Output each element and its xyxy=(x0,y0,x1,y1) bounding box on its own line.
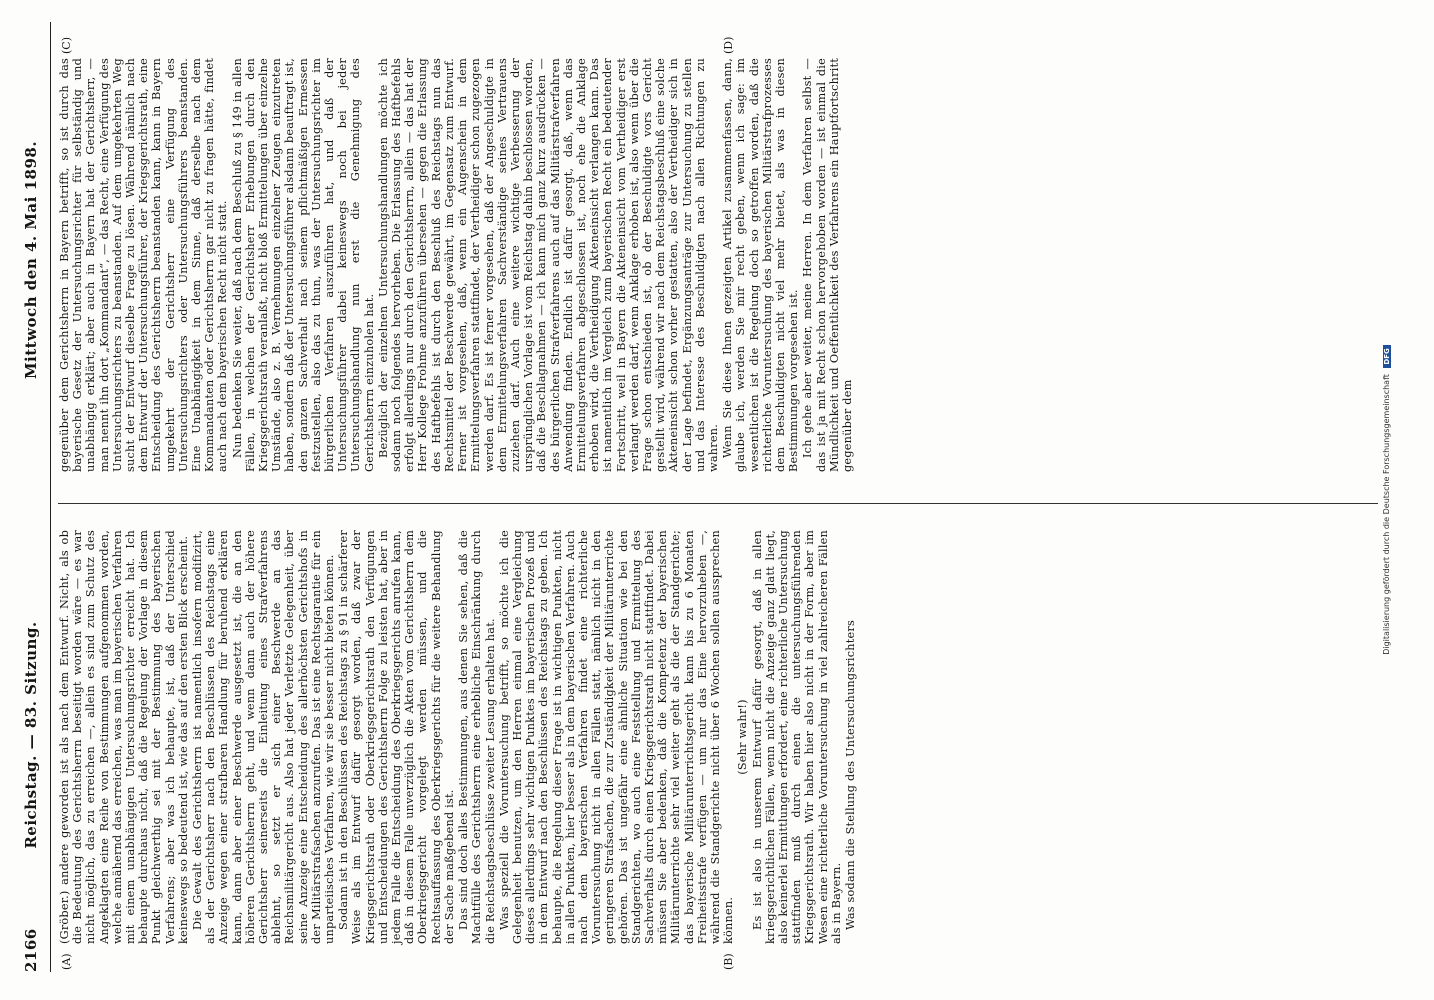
margin-marker-a: (A) xyxy=(60,953,73,970)
header-rule xyxy=(50,22,51,972)
paragraph: Bezüglich der einzelnen Untersuchungshandlungen möchte ich sodann noch folgendes hervorheben. Die Erlassung des Haftbefehls erfolgt allerdings nur durch den Gerichtsherrn, allein — das hat der Herr Kollege Frohme anzuführen übersehen — gegen die Erlassung des Haftbefehls ist durch den Beschluß des Reichstags nun das Rechtsmittel der Beschwerde gewährt, im Gegensatz zum Entwurf. Ferner ist vorgesehen, daß, wenn ein Augenschein in dem Ermittelungsverfahren stattfindet, der Vertheidiger schon zugezogen werden darf. Es ist ferner vorgesehen, daß der Angeschuldigte in dem Ermittelungsverfahren Sachverständige seines Vertrauens zuziehen darf. Auch eine weitere wichtige Verbesserung der ursprünglichen Vorlage ist vom Reichstag dahin beschlossen worden, daß die Beschlagnahmen — ich kann mich ganz kurz ausdrücken — des bürgerlichen Strafverfahrens auch auf das Militärstrafverfahren Anwendung finden. Endlich ist dafür gesorgt, daß, wenn das Ermittelungsverfahren abgeschlossen ist, noch ehe die Anklage erhoben wird, die Vertheidigung Akteneinsicht verlangen kann. Das ist namentlich im Vergleich zum bayerischen Recht ein bedeutender Fortschritt, weil in Bayern die Akteneinsicht vom Vertheidiger erst verlangt werden darf, wenn Anklage erhoben ist, also wenn über die Frage schon entschieden ist, ob der Beschuldigte vors Gericht gestellt wird, während wir nach dem Reichstagsbeschluß eine solche Akteneinsicht schon vorher gestatten, also der Vertheidiger sich in der Lage befindet, Ergänzungsanträge zur Untersuchung zu stellen und das Interesse des Beschuldigten nach allen Richtungen zu wahren. xyxy=(376,58,720,472)
paragraph: Das sind doch alles Bestimmungen, aus denen Sie sehen, daß die Machtfülle des Gerichtsherrn eine erhebliche Einschränkung durch die Reichstagsbeschlüsse zweiter Lesung erhalten hat. xyxy=(457,530,497,944)
paragraph: gegenüber dem Gerichtsherrn in Bayern betrifft, so ist durch das bayerische Gesetz der Untersuchungsrichter für selbständig und unabhängig erklärt; aber auch in Bayern hat der Gerichtsherr, — man nennt ihn dort „Kommandant“, — das Recht, eine Verfügung des Untersuchungsrichters zu beanstanden. Auf dem umgekehrten Weg sucht der Entwurf dieselbe Frage zu lösen. Während nämlich nach dem Entwurf der Untersuchungsführer, der Kriegsgerichtsrath, eine Entscheidung des Gerichtsherrn beanstanden kann, kann in Bayern umgekehrt der Gerichtsherr eine Verfügung des Untersuchungsrichters oder Untersuchungsführers beanstanden. Eine Unabhängigkeit in dem Sinne, daß derselbe nach dem Kommandanten oder Gerichtsherrn gar nicht zu fragen hätte, findet auch nach dem bayerischen Recht nicht statt. xyxy=(58,58,230,472)
margin-marker-d: (D) xyxy=(722,36,735,54)
left-column xyxy=(58,530,858,944)
right-running-title: Mittwoch den 4. Mai 1898. xyxy=(22,140,40,380)
paragraph: Was sodann die Stellung des Untersuchungsrichters xyxy=(843,620,857,930)
paragraph: Ich gehe aber weiter, meine Herren. In dem Verfahren selbst — das ist ja mit Recht schon hervorgehoben worden — ist einmal die Mündlichkeit und Oeffentlichkeit des Verfahrens ein Hauptfortschritt gegenüber dem xyxy=(801,58,854,472)
digitization-footer xyxy=(1382,0,1391,1000)
paragraph: Es ist also in unserem Entwurf dafür gesorgt, daß in allen kriegsgerichtlichen Fällen, wenn nicht die Anzeige ganz glatt liegt, also keinerlei Ermittlungen erfordert, eine richterliche Untersuchung stattfinden muß durch einen die untersuchungsführenden Kriegsgerichtsrath. Wir haben hier also nicht in der Form, aber im Wesen eine richterliche Voruntersuchung in viel zahlreicheren Fällen als in Bayern. xyxy=(750,530,843,944)
paragraph: Nun bedenken Sie weiter, daß nach dem Beschluß zu § 149 in allen Fällen, in welchen der Gerichtsherr Erhebungen durch den Kriegsgerichtsrath veranlaßt, nicht bloß Ermittelungen über einzelne Umstände, also z. B. Vernehmungen einzelner Zeugen einzutreten haben, sondern daß der Untersuchungsführer alsdann beauftragt ist, den ganzen Sachverhalt nach seinem pflichtmäßigen Ermessen festzustellen, also das zu thun, was der Untersuchungsrichter im bürgerlichen Verfahren auszuführen hat, und daß der Untersuchungsführer dabei keineswegs noch bei jeder Untersuchungshandlung nun erst die Genehmigung des Gerichtsherrn einzuholen hat. xyxy=(230,58,376,472)
column-divider xyxy=(58,503,1378,504)
footer-text: Digitalisierung gefördert durch die Deutsche Forschungsgemeinschaft xyxy=(1382,374,1391,655)
margin-marker-b: (B) xyxy=(722,953,735,970)
right-column xyxy=(58,58,855,472)
paragraph: Wenn Sie diese Ihnen gezeigten Artikel zusammenfassen, dann, glaube ich, werden Sie mir recht geben, wenn ich sage: im wesentlichen ist die Regelung doch so getroffen worden, daß die richterliche Voruntersuchung des bayerischen Militärstrafprozesses dem Beschuldigten nicht viel mehr bietet, als was in diesen Bestimmungen vorgesehen ist. xyxy=(721,58,801,472)
dfg-logo-icon: DFG xyxy=(1383,345,1391,367)
left-running-title: Reichstag. — 83. Sitzung. xyxy=(22,621,40,849)
margin-marker-c: (C) xyxy=(60,37,73,54)
page-number: 2166 xyxy=(22,928,40,972)
page-header xyxy=(0,0,56,1000)
paragraph: Was speziell die Voruntersuchung betrifft, so möchte ich die Gelegenheit benutzen, um den Herren einmal eine Vergleichung dieses allerdings sehr wichtigen Punktes im bayerischen Prozeß und in dem Entwurf nach den Beschlüssen des Reichstags zu geben. Ich behaupte, die Regelung dieser Frage ist in wichtigen Punkten, nicht in allen Punkten, hier besser als in dem bayerischen Verfahren. Auch nach dem bayerischen Verfahren findet eine richterliche Voruntersuchung nicht in allen Fällen statt, nämlich nicht in den geringeren Strafsachen, die zur Zuständigkeit der Militärunterrichte gehören. Das ist ungefähr eine ähnliche Situation wie bei den Standgerichten, wo auch eine Feststellung und Ermittelung des Sachverhalts durch einen Kriegsgerichtsrath nicht stattfindet. Dabei müssen Sie aber bedenken, daß die Kompetenz der bayerischen Militärunterrichte sehr viel weiter geht als die der Standgerichte; das bayerische Militärunterrichtsgericht kann bis zu 6 Monaten Freiheitsstrafe verfügen — um nur das Eine hervorzuheben —, während die Standgerichte nicht über 6 Wochen sollen aussprechen können. xyxy=(497,530,736,944)
interjection: (Sehr wahr!) xyxy=(736,699,750,775)
paragraph: Die Gewalt des Gerichtsherrn ist namentlich insofern modifizirt, als der Gerichtsherr nach den Beschlüssen des Reichstags eine Anzeige wegen einer strafbaren Handlung für beruhend erklären kann, dann aber einer Beschwerde ausgesetzt ist, die an den höheren Gerichtsherrn geht, und wenn dann auch der höhere Gerichtsherr seinerseits die Einleitung eines Strafverfahrens ablehnt, so setzt er sich einer Beschwerde an das Reichsmilitärgericht aus. Also hat jeder Verletzte Gelegenheit, über seine Anzeige eine Entscheidung des allerhöchsten Gerichtshofs in der Militärstrafsachen anzurufen. Das ist eine Rechtsgarantie für ein unparteiisches Verfahren, wie wir sie besser nicht bieten können. xyxy=(191,530,337,944)
paragraph: Sodann ist in den Beschlüssen des Reichstags zu § 91 in schärferer Weise als im Entwurf dafür gesorgt worden, daß zwar der Kriegsgerichtsrath oder Oberkriegsgerichtsrath den Verfügungen und Entscheidungen des Gerichtsherrn Folge zu leisten hat, aber in jedem Falle die Entscheidung des Oberkriegsgerichts anrufen kann, daß in diesem Falle unverzüglich die Akten vom Gerichtsherrn dem Oberkriegsgericht vorgelegt werden müssen, und die Rechtsauffassung des Oberkriegsgerichts für die weitere Behandlung der Sache maßgebend ist. xyxy=(337,530,456,944)
paragraph: (Gröber.) andere geworden ist als nach dem Entwurf. Nicht, als ob die Bedeutung des Gerichtsherrn beseitigt worden wäre — es war nicht möglich, das zu erreichen —, allein es sind zum Schutz des Angeklagten eine Reihe von Bestimmungen aufgenommen worden, welche annähernd das erreichen, was man im bayerischen Verfahren mit einem unabhängigen Untersuchungsrichter erreicht hat. Ich behaupte durchaus nicht, daß die Regelung der Vorlage in diesem Punkt gleichwerthig sei mit der Bestimmung des bayerischen Verfahrens; aber was ich behaupte, ist, daß der Unterschied keineswegs so bedeutend ist, wie das auf den ersten Blick erscheint. xyxy=(58,530,190,944)
